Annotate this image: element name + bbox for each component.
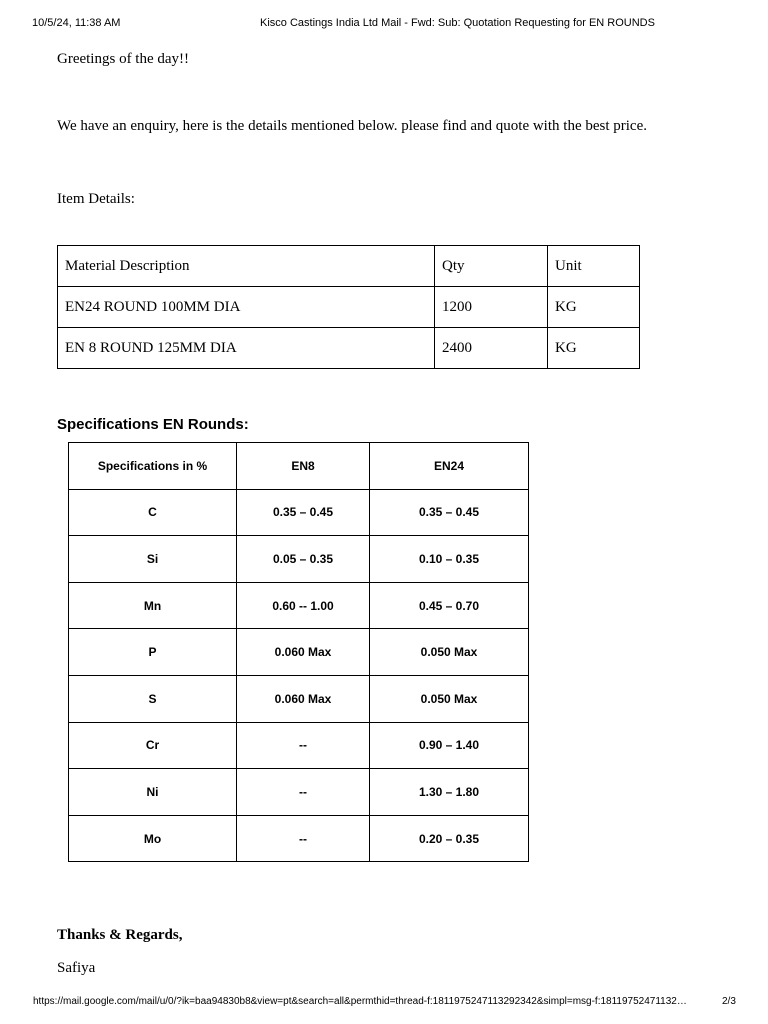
print-header (0, 17, 768, 31)
specifications-heading: Specifications EN Rounds: (57, 416, 249, 433)
items-header-unit: Unit (548, 246, 640, 287)
item-material-description: EN24 ROUND 100MM DIA (58, 287, 435, 328)
enquiry-text: We have an enquiry, here is the details mentioned below. please find and quote with the best price. (57, 118, 647, 134)
closing-thanks: Thanks & Regards, (57, 927, 183, 943)
print-datetime: 10/5/24, 11:38 AM (32, 17, 121, 29)
spec-en24-value: 0.050 Max (370, 675, 529, 722)
spec-en24-value: 0.050 Max (370, 629, 529, 676)
items-table (57, 245, 640, 369)
spec-en24-value: 0.20 – 0.35 (370, 815, 529, 862)
signature-name: Safiya (57, 960, 96, 976)
spec-element: C (69, 489, 237, 536)
spec-en24-value: 0.35 – 0.45 (370, 489, 529, 536)
print-footer (0, 996, 768, 1010)
item-qty: 2400 (435, 328, 548, 369)
table-row (69, 675, 529, 722)
table-row (69, 582, 529, 629)
table-row (69, 536, 529, 583)
specs-header-specification: Specifications in % (69, 443, 237, 490)
spec-en8-value: 0.35 – 0.45 (237, 489, 370, 536)
table-row (69, 815, 529, 862)
items-table-header-row (58, 246, 640, 287)
table-row (69, 769, 529, 816)
spec-en24-value: 0.90 – 1.40 (370, 722, 529, 769)
table-row (69, 629, 529, 676)
specs-table-header-row (69, 443, 529, 490)
items-header-qty: Qty (435, 246, 548, 287)
spec-element: Cr (69, 722, 237, 769)
item-qty: 1200 (435, 287, 548, 328)
spec-element: Si (69, 536, 237, 583)
table-row (69, 722, 529, 769)
table-row (69, 489, 529, 536)
print-title: Kisco Castings India Ltd Mail - Fwd: Sub: Quotation Requesting for EN ROUNDS (260, 17, 655, 29)
spec-en8-value: 0.60 -- 1.00 (237, 582, 370, 629)
item-material-description: EN 8 ROUND 125MM DIA (58, 328, 435, 369)
table-row (58, 287, 640, 328)
spec-en8-value: -- (237, 769, 370, 816)
spec-element: Ni (69, 769, 237, 816)
item-details-label: Item Details: (57, 191, 135, 207)
specifications-table (68, 442, 529, 862)
spec-en8-value: -- (237, 722, 370, 769)
page-number: 2/3 (722, 996, 736, 1007)
item-unit: KG (548, 287, 640, 328)
spec-en24-value: 0.45 – 0.70 (370, 582, 529, 629)
specs-header-en24: EN24 (370, 443, 529, 490)
spec-element: P (69, 629, 237, 676)
table-row (58, 328, 640, 369)
spec-element: Mn (69, 582, 237, 629)
spec-en8-value: 0.060 Max (237, 629, 370, 676)
items-header-material-description: Material Description (58, 246, 435, 287)
spec-en8-value: 0.05 – 0.35 (237, 536, 370, 583)
spec-element: S (69, 675, 237, 722)
item-unit: KG (548, 328, 640, 369)
specs-header-en8: EN8 (237, 443, 370, 490)
greeting-text: Greetings of the day!! (57, 51, 190, 67)
print-url: https://mail.google.com/mail/u/0/?ik=baa94830b8&view=pt&search=all&permthid=thread-f:1811975247113292342&simpl=msg-f:18119752471132… (33, 996, 687, 1007)
spec-en24-value: 1.30 – 1.80 (370, 769, 529, 816)
spec-en8-value: -- (237, 815, 370, 862)
spec-en24-value: 0.10 – 0.35 (370, 536, 529, 583)
spec-element: Mo (69, 815, 237, 862)
spec-en8-value: 0.060 Max (237, 675, 370, 722)
